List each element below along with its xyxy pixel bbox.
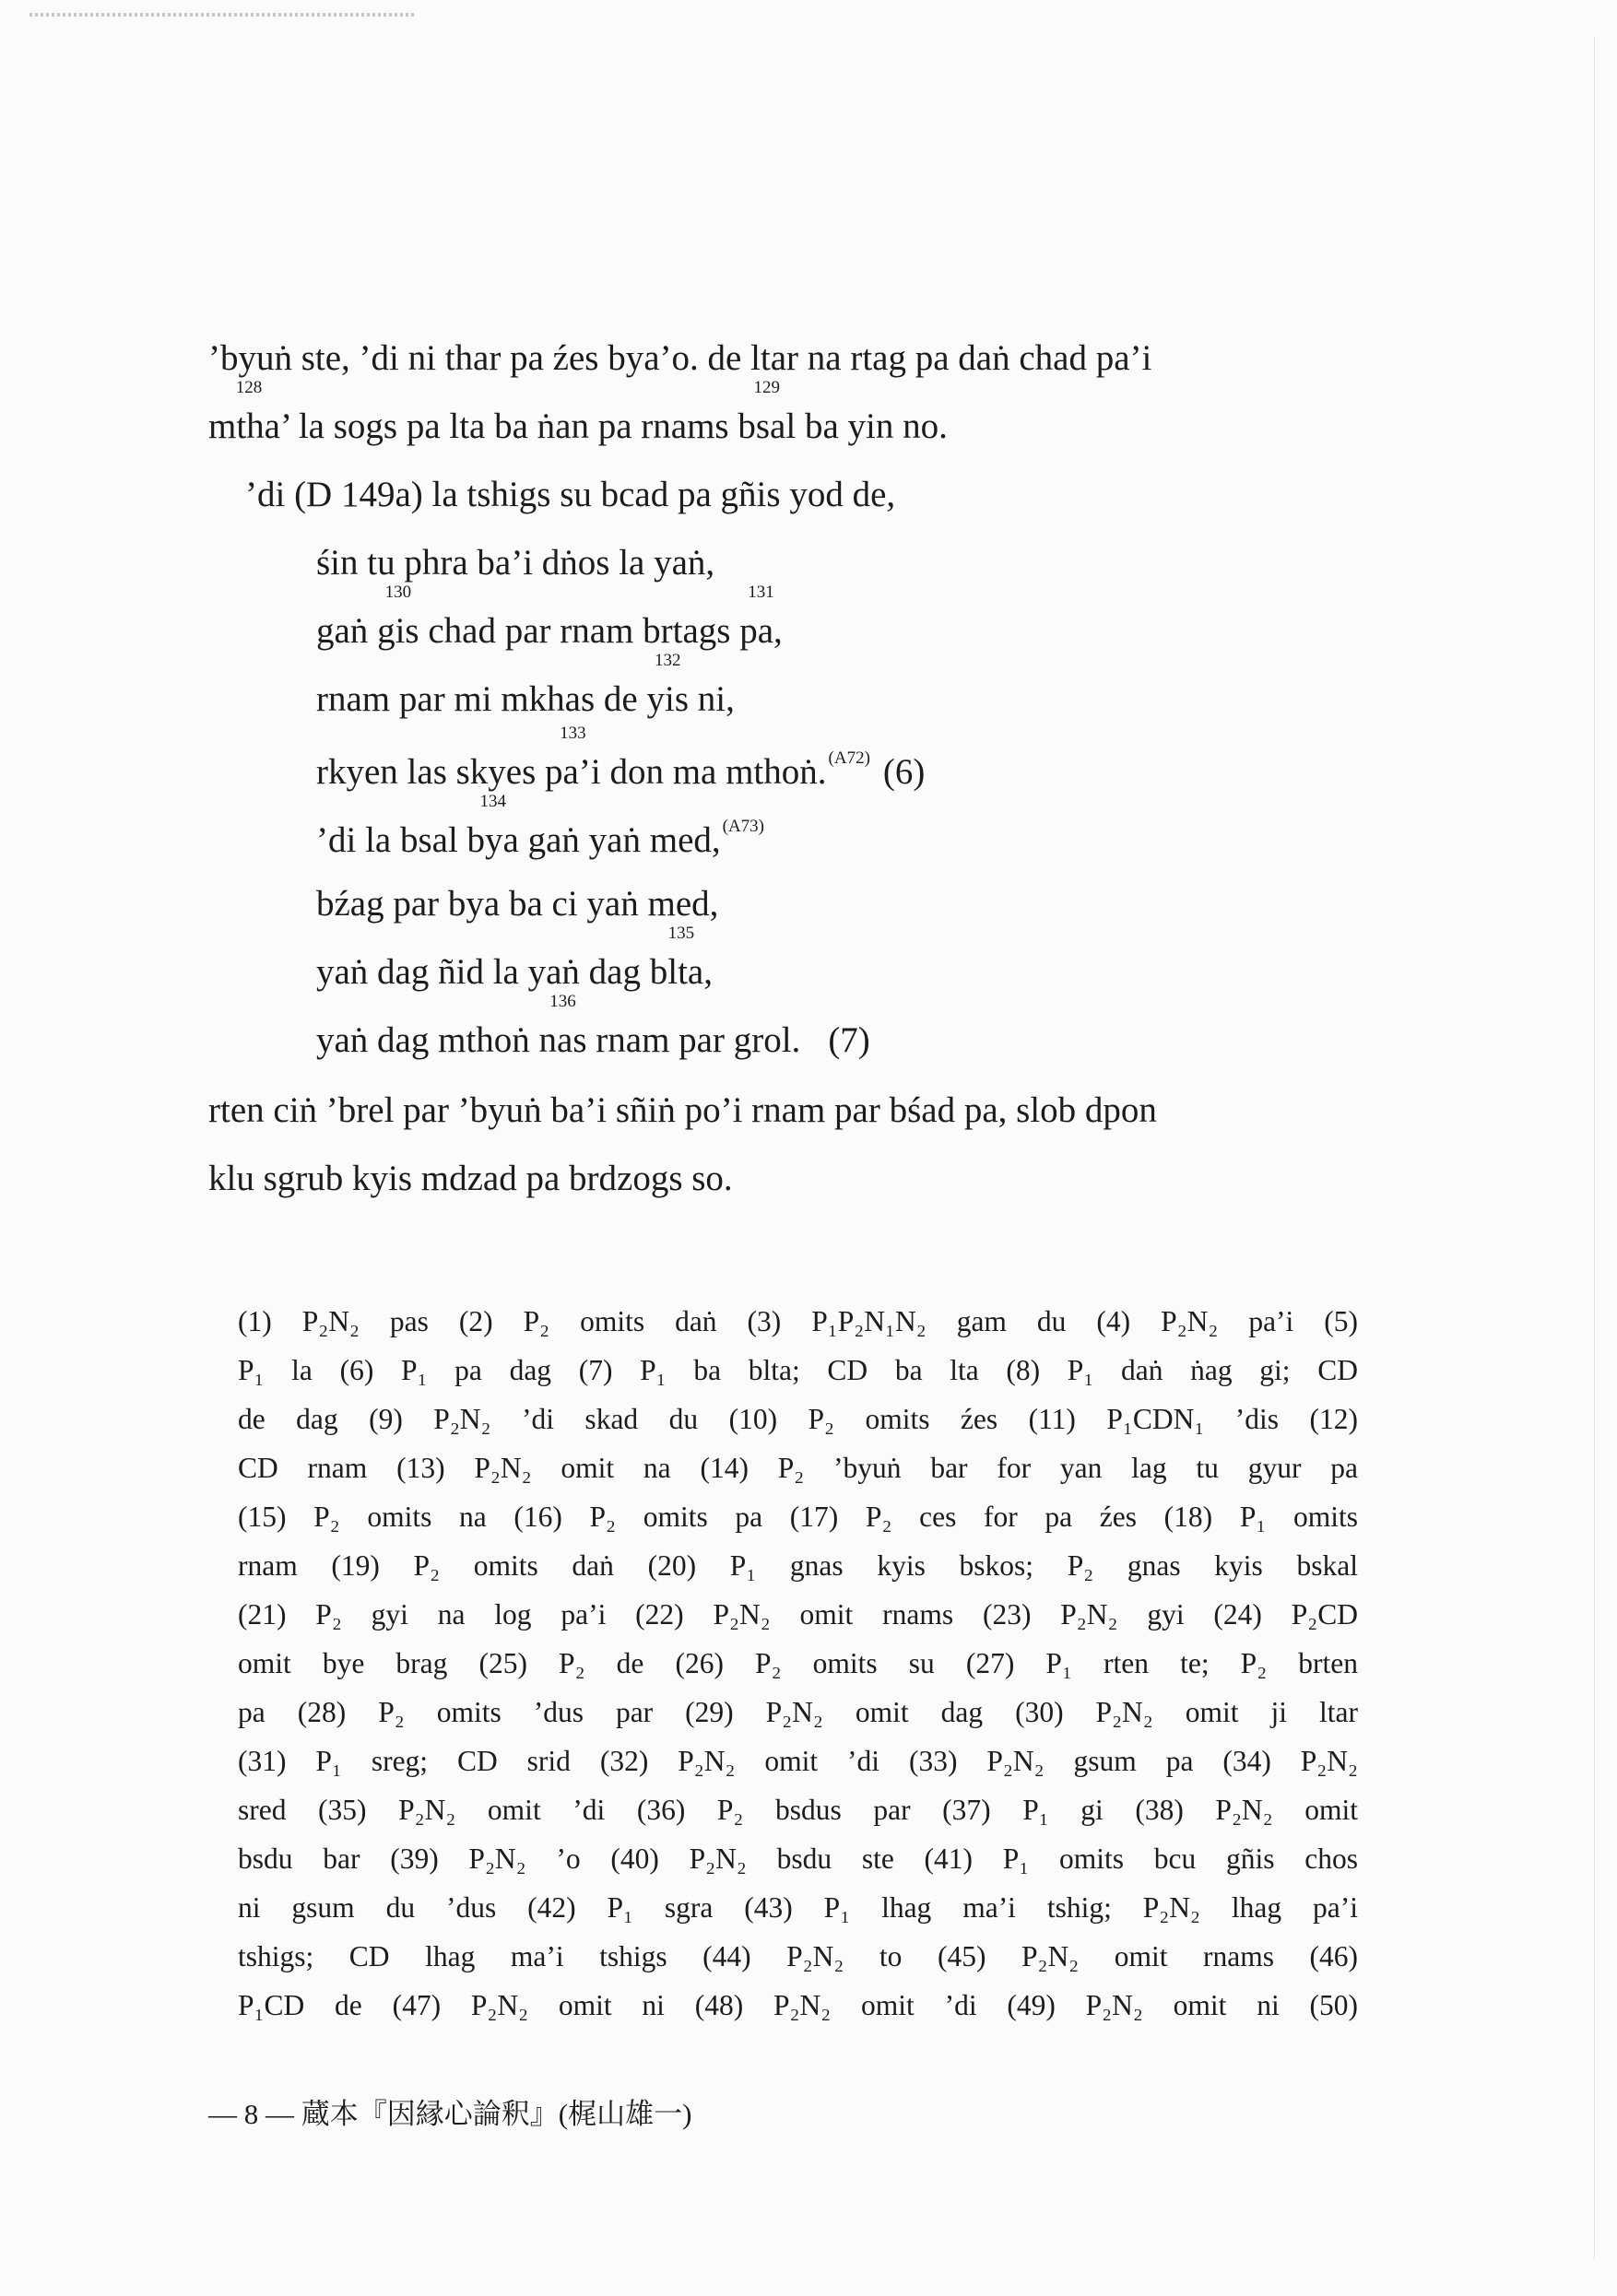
note-line: rnam (19) P₂ omits daṅ (20) P₁ gnas kyis bskos; P₂ gnas kyis bskal (238, 1549, 1358, 1582)
verse-line-8: yaṅ dag mthoṅ 136 nas rnam par grol. (7) (316, 992, 870, 1060)
verse-line-3: rnam par mi mkhas de 132 yis ni, (316, 651, 735, 719)
verse-number-7: (7) (828, 1020, 870, 1060)
verse-line-4: rkyen las skyes 133 pa’i don ma mthoṅ. $^{(A72)}$ (6) (316, 724, 926, 792)
note-line: bsdu bar (39) P₂N₂ ’o (40) P₂N₂ bsdu ste (41) P₁ omits bcu gñis chos (238, 1843, 1358, 1875)
note-line: CD rnam (13) P₂N₂ omit na (14) P₂ ’byuṅ bar for yan lag tu gyur pa (238, 1452, 1358, 1484)
text-line-3: ’di (D 149a) la tshigs su bcad pa gñis yod de, (245, 475, 896, 514)
note-line: pa (28) P₂ omits ’dus par (29) P₂N₂ omit dag (30) P₂N₂ omit ji ltar (238, 1696, 1358, 1728)
note-line: sred (35) P₂N₂ omit ’di (36) P₂ bsdus par (37) P₁ gi (38) P₂N₂ omit (238, 1794, 1358, 1826)
verse-line-6: bźag par bya ba ci yaṅ med, (316, 884, 719, 924)
footnote-number-129: 129 (753, 378, 781, 397)
note-line: P₁CD de (47) P₂N₂ omit ni (48) P₂N₂ omit ’di (49) P₂N₂ omit ni (50) (238, 1989, 1358, 2021)
scan-artifact (30, 13, 417, 17)
verse-line-2: gaṅ 130 gis chad par rnam brtags 131 pa, (316, 583, 783, 651)
note-line: (31) P₁ sreg; CD srid (32) P₂N₂ omit ’di (33) P₂N₂ gsum pa (34) P₂N₂ (238, 1745, 1358, 1777)
footnote-number-131: 131 (748, 583, 774, 602)
footnote-number-128: 128 (235, 378, 263, 397)
note-line: (15) P₂ omits na (16) P₂ omits pa (17) P₂ ces for pa źes (18) P₁ omits (238, 1501, 1358, 1533)
verse-line-1: śin tu phra ba’i dṅos la yaṅ, (316, 543, 715, 583)
page-edge-artifact (1594, 37, 1600, 2259)
page-footer: — 8 — 蔵本『因縁心論釈』(梶山雄一) (208, 2098, 692, 2130)
verse-number-6: (6) (882, 752, 926, 792)
note-line: omit bye brag (25) P₂ de (26) P₂ omits su (27) P₁ rten te; P₂ brten (238, 1647, 1358, 1679)
footnote-number-136: 136 (549, 992, 576, 1011)
apparatus-note-a72: (A72) (828, 748, 870, 768)
footnote-number-133: 133 (560, 724, 586, 743)
note-line: (1) P₂N₂ pas (2) P₂ omits daṅ (3) P₁P₂N₁N₂ gam du (4) P₂N₂ pa’i (5) (238, 1305, 1358, 1337)
apparatus-note-a73: (A73) (722, 817, 765, 836)
footnote-anchor-129: 129 bsal (738, 378, 797, 446)
verse-line-5: ’di la bsal 134 bya gaṅ yaṅ med, $^{(A73)}$ (316, 792, 765, 860)
text-line-4: rten ciṅ ’brel par ’byuṅ ba’i sñiṅ po’i rnam par bśad pa, slob dpon (208, 1090, 1157, 1130)
note-line: tshigs; CD lhag ma’i tshigs (44) P₂N₂ to (45) P₂N₂ omit rnams (46) (238, 1940, 1358, 1972)
text-line-5: klu sgrub kyis mdzad pa brdzogs so. (208, 1159, 733, 1198)
text-line-2: 128 mtha’ la sogs pa lta ba ṅan pa rnams 129 bsal ba yin no. (208, 378, 948, 446)
footnote-number-130: 130 (384, 583, 412, 602)
note-line: P₁ la (6) P₁ pa dag (7) P₁ ba blta; CD ba lta (8) P₁ daṅ ṅag gi; CD (238, 1354, 1358, 1386)
verse-line-7: yaṅ dag ñid la yaṅ dag 135 blta, (316, 924, 713, 992)
note-line: ni gsum du ’dus (42) P₁ sgra (43) P₁ lhag ma’i tshig; P₂N₂ lhag pa’i (238, 1891, 1358, 1924)
footnote-number-134: 134 (479, 792, 506, 811)
footnote-anchor-128: 128 mtha’ (208, 378, 290, 446)
note-line: (21) P₂ gyi na log pa’i (22) P₂N₂ omit rnams (23) P₂N₂ gyi (24) P₂CD (238, 1598, 1358, 1631)
note-line: de dag (9) P₂N₂ ’di skad du (10) P₂ omits źes (11) P₁CDN₁ ’dis (12) (238, 1403, 1358, 1435)
text-line-1: ’byuṅ ste, ’di ni thar pa źes bya’o. de ltar na rtag pa daṅ chad pa’i (208, 338, 1152, 378)
footnote-number-132: 132 (654, 651, 681, 670)
footnote-number-135: 135 (667, 924, 695, 943)
